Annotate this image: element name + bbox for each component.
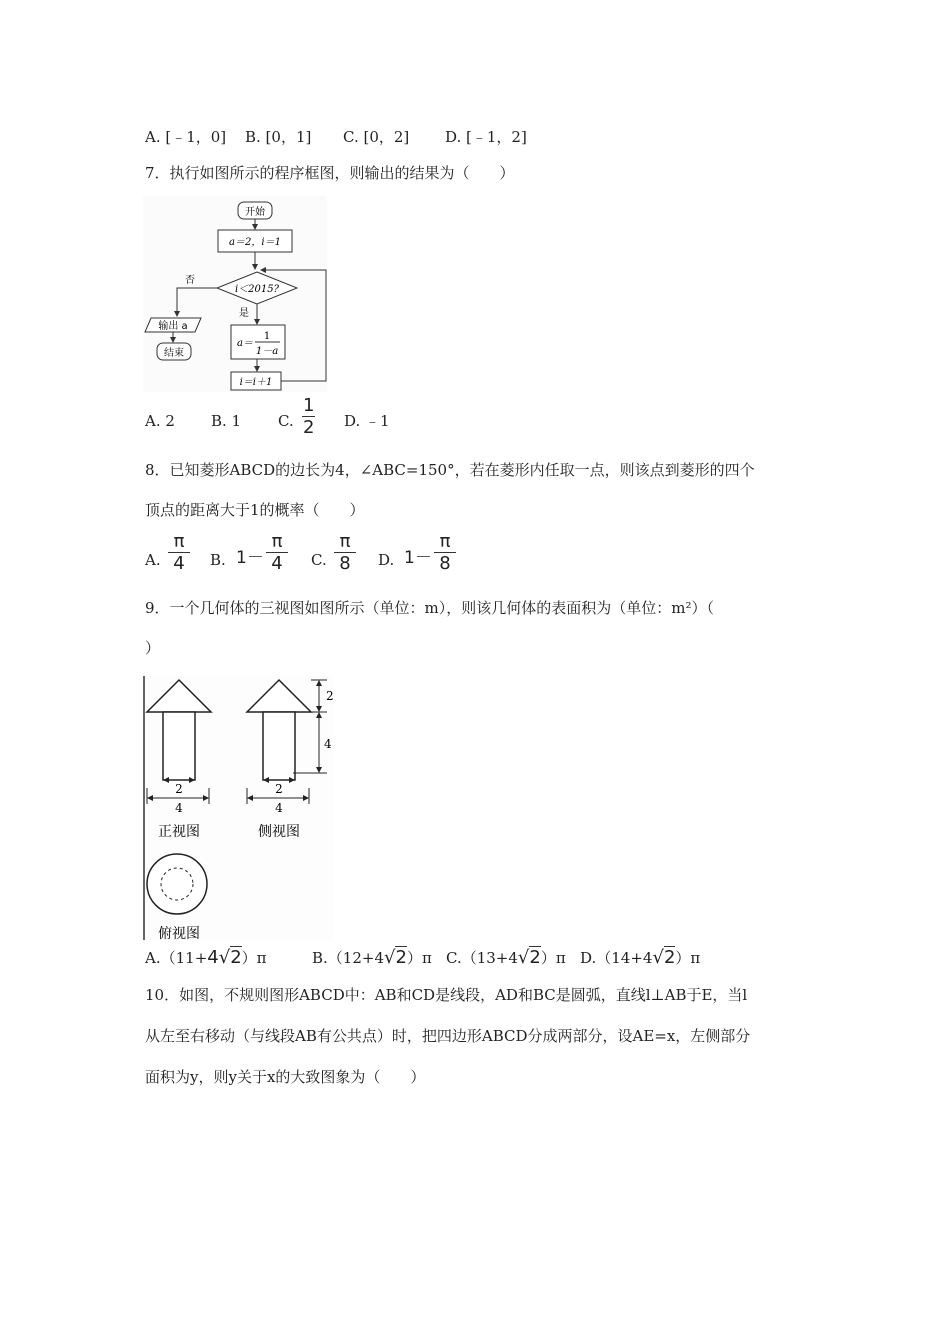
q9-option-d: D.（14+4√2）π	[580, 947, 701, 968]
q8-option-a-fraction: $\frac{\pi}{4}$	[168, 532, 190, 575]
q8-option-b-lead: 1－	[236, 548, 264, 568]
flow-start-text: 开始	[245, 207, 265, 218]
q8-stem-line1: 8．已知菱形ABCD的边长为4，∠ABC=150°，若在菱形内任取一点，则该点到菱形的四个	[145, 461, 755, 479]
q7-option-c-fraction: $\frac{1}{2}$	[303, 395, 315, 438]
svg-text:4: 4	[175, 801, 183, 815]
q9-option-c: C.（13+4√2）π	[446, 947, 566, 968]
q7-stem: 7．执行如图所示的程序框图，则输出的结果为（ ）	[145, 164, 515, 182]
q9-three-view-figure	[143, 676, 333, 940]
q8-option-c-fraction: $\frac{\pi}{8}$	[334, 532, 356, 575]
side-view-label: 侧视图	[258, 824, 300, 840]
q7-flowchart	[143, 196, 327, 392]
q9-option-a: A.（11+4√2）π	[145, 947, 267, 968]
flow-output-text: 输出 a	[158, 321, 188, 332]
q7-option-c-prefix: C.	[278, 412, 294, 430]
flow-decision-text: i＜2015?	[234, 284, 280, 295]
q8-option-d-fraction: $\frac{\pi}{8}$	[434, 532, 456, 575]
front-view-label: 正视图	[158, 824, 200, 840]
q10-stem-line1: 10．如图，不规则图形ABCD中：AB和CD是线段，AD和BC是圆弧，直线l⊥AB于E，当l	[145, 986, 748, 1004]
svg-text:a＝: a＝	[237, 338, 253, 349]
flow-increment-text: i＝i＋1	[239, 377, 273, 388]
q10-stem-line3: 面积为y，则y关于x的大致图象为（ ）	[145, 1068, 426, 1086]
svg-text:2: 2	[175, 782, 183, 796]
svg-text:2: 2	[275, 782, 283, 796]
q8-option-b-fraction: $\frac{\pi}{4}$	[266, 532, 288, 575]
q7-option-a: A. 2	[145, 412, 175, 430]
flow-yes-label: 是	[239, 308, 249, 319]
svg-text:4: 4	[275, 801, 283, 815]
flow-init-text: a＝2，i＝1	[229, 237, 281, 248]
q9-option-b: B.（12+4√2）π	[312, 947, 432, 968]
q9-stem-line1: 9．一个几何体的三视图如图所示（单位：m），则该几何体的表面积为（单位：m²）（	[145, 599, 715, 617]
q8-option-c-prefix: C.	[311, 551, 327, 569]
q7-option-b: B. 1	[211, 412, 242, 430]
q8-option-d-prefix: D.	[378, 551, 395, 569]
q10-stem-line2: 从左至右移动（与线段AB有公共点）时，把四边形ABCD分成两部分，设AE=x，左侧部分	[145, 1027, 751, 1045]
q6-option-b: B. [0，1]	[245, 128, 312, 146]
svg-text:4: 4	[324, 737, 332, 751]
q6-option-c: C. [0，2]	[343, 128, 410, 146]
q9-stem-line2: ）	[145, 639, 161, 657]
svg-text:1－a: 1－a	[255, 346, 279, 357]
svg-text:1: 1	[263, 331, 271, 342]
q8-option-d-lead: 1－	[404, 548, 432, 568]
q8-option-a-prefix: A.	[145, 551, 161, 569]
flow-end-text: 结束	[164, 348, 184, 359]
q6-option-d: D. [﹣1，2]	[445, 128, 527, 146]
svg-text:2: 2	[326, 689, 333, 703]
top-view-label: 俯视图	[158, 926, 200, 940]
q8-stem-line2: 顶点的距离大于1的概率（ ）	[145, 501, 365, 519]
q7-option-d: D. ﹣1	[344, 412, 390, 430]
q6-option-a: A. [﹣1，0]	[145, 128, 227, 146]
q8-option-b-prefix: B.	[210, 551, 226, 569]
flow-no-label: 否	[185, 275, 195, 286]
